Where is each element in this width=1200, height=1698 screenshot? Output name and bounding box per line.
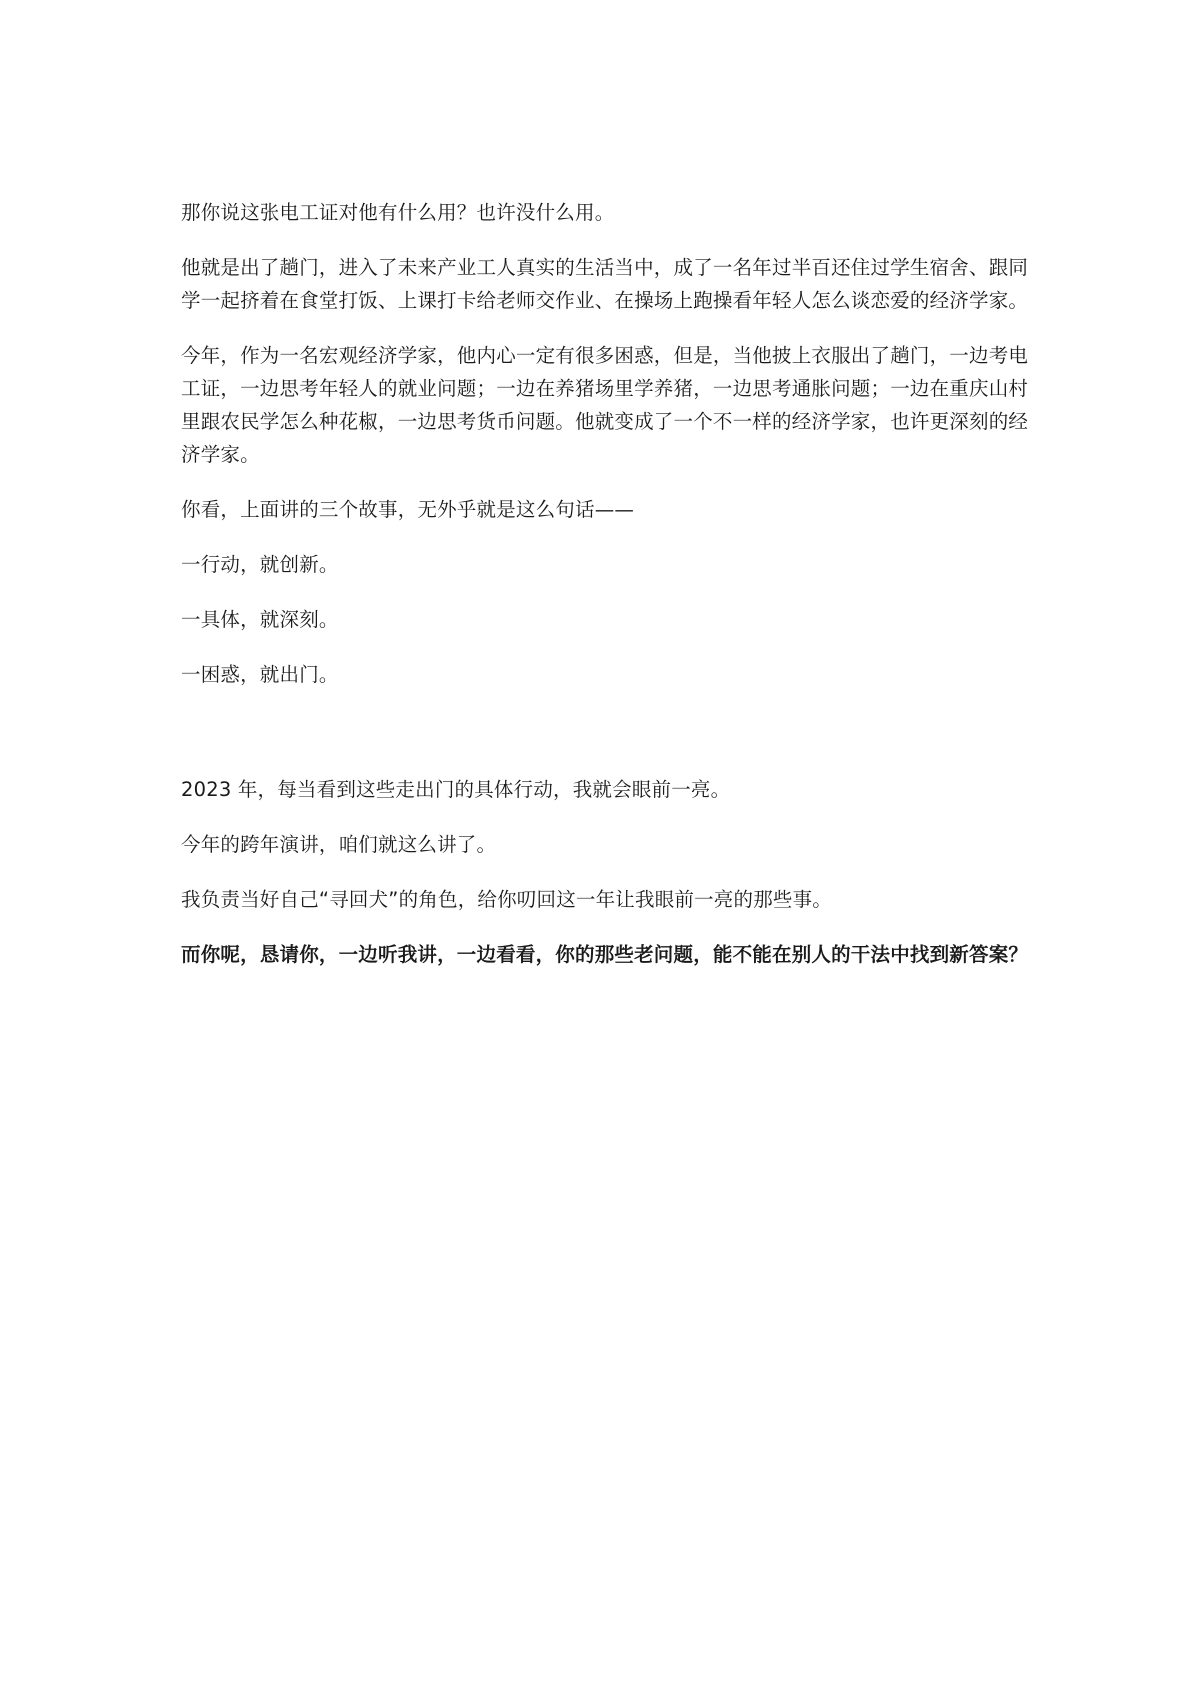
paragraph-10: 我负责当好自己“寻回犬”的角色，给你叨回这一年让我眼前一亮的那些事。: [181, 888, 833, 911]
paragraph-8: 2023 年，每当看到这些走出门的具体行动，我就会眼前一亮。: [181, 778, 731, 801]
paragraph-6: 一具体，就深刻。: [181, 608, 339, 631]
paragraph-4: 你看，上面讲的三个故事，无外乎就是这么句话——: [181, 498, 635, 521]
paragraph-2: 他就是出了趟门，进入了未来产业工人真实的生活当中，成了一名年过半百还住过学生宿舍、跟同学一起挤着在食堂打饭、上课打卡给老师交作业、在操场上跑操看年轻人怎么谈恋爱的经济学家。: [181, 256, 1029, 312]
paragraph-9: 今年的跨年演讲，咱们就这么讲了。: [181, 833, 497, 856]
paragraph-5: 一行动，就创新。: [181, 553, 339, 576]
paragraph-11-bold: 而你呢，恳请你，一边听我讲，一边看看，你的那些老问题，能不能在别人的干法中找到新答案？: [181, 943, 1029, 966]
paragraph-3: 今年，作为一名宏观经济学家，他内心一定有很多困惑，但是，当他披上衣服出了趟门，一边考电工证，一边思考年轻人的就业问题；一边在养猪场里学养猪，一边思考通胀问题；一边在重庆山村里跟农民学怎么种花椒，一边思考货币问题。他就变成了一个不一样的经济学家，也许更深刻的经济学家。: [181, 344, 1029, 466]
paragraph-7: 一困惑，就出门。: [181, 663, 339, 686]
paragraph-1: 那你说这张电工证对他有什么用？也许没什么用。: [181, 201, 615, 224]
document-body: [181, 196, 1031, 971]
